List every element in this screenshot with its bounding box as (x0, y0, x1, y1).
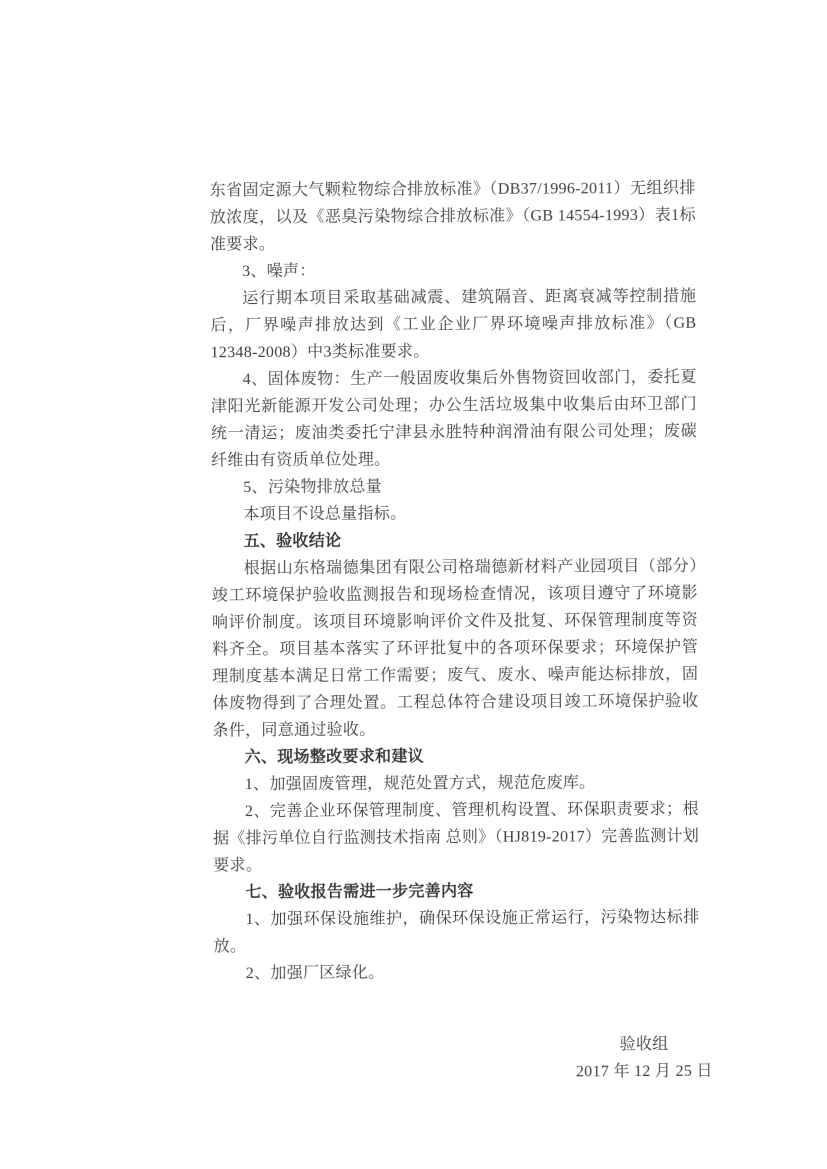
paragraph-solid-waste: 4、固体废物：生产一般固废收集后外售物资回收部门，委托夏津阳光新能源开发公司处理；办公生活垃圾集中收集后由环卫部门统一清运；废油类委托宁津县永胜特种润滑油有限公司处理；废碳纤维由有资质单位处理。 (210, 368, 698, 470)
paragraph-continuation-standards: 东省固定源大气颗粒物综合排放标准》（DB37/1996-2011）无组织排放浓度，以及《恶臭污染物综合排放标准》（GB 14554-1993）表1标准要求。 (209, 179, 696, 254)
paragraph-noise-label: 3、噪声： (242, 262, 316, 281)
signature-date: 2017 年 12 月 25 日 (575, 1062, 713, 1081)
heading-section-6-rectification: 六、现场整改要求和建议 (244, 748, 425, 767)
paragraph-conclusion-body: 根据山东格瑞德集团有限公司格瑞德新材料产业园项目（部分）竣工环境保护验收监测报告和现场检查情况，该项目遵守了环境影响评价制度。该项目环境影响评价文件及批复、环保管理制度等资料齐全。项目基本落实了环评批复中的各项环保要求；环境保护管理制度基本满足日常工作需要；废气、废水、噪声能达标排放，固体废物得到了合理处置。工程总体符合建设项目竣工环境保护验收条件，同意通过验收。 (211, 557, 699, 740)
paragraph-rectification-item-1: 1、加强固废管理，规范处置方式，规范危废库。 (244, 774, 596, 794)
signature-block (564, 1031, 724, 1086)
paragraph-noise-detail: 运行期本项目采取基础减震、建筑隔音、距离衰减等控制措施后，厂界噪声排放达到《工业企业厂界环境噪声排放标准》（GB 12348-2008）中3类标准要求。 (210, 287, 697, 362)
paragraph-total-emission-label: 5、污染物排放总量 (243, 478, 382, 497)
document-text-block (209, 175, 713, 1088)
signature-organization: 验收组 (619, 1035, 669, 1054)
paragraph-rectification-item-2: 2、完善企业环保管理制度、管理机构设置、环保职责要求；根据《排污单位自行监测技术指南 总则》（HJ819-2017）完善监测计划要求。 (213, 800, 700, 875)
heading-section-5-conclusion: 五、验收结论 (243, 532, 342, 551)
heading-section-7-report-improvement: 七、验收报告需进一步完善内容 (245, 882, 474, 902)
paragraph-improvement-item-2: 2、加强厂区绿化。 (245, 964, 385, 983)
paragraph-total-emission-detail: 本项目不设总量指标。 (243, 505, 407, 524)
paragraph-improvement-item-1: 1、加强环保设施维护，确保环保设施正常运行，污染物达标排放。 (213, 908, 700, 956)
